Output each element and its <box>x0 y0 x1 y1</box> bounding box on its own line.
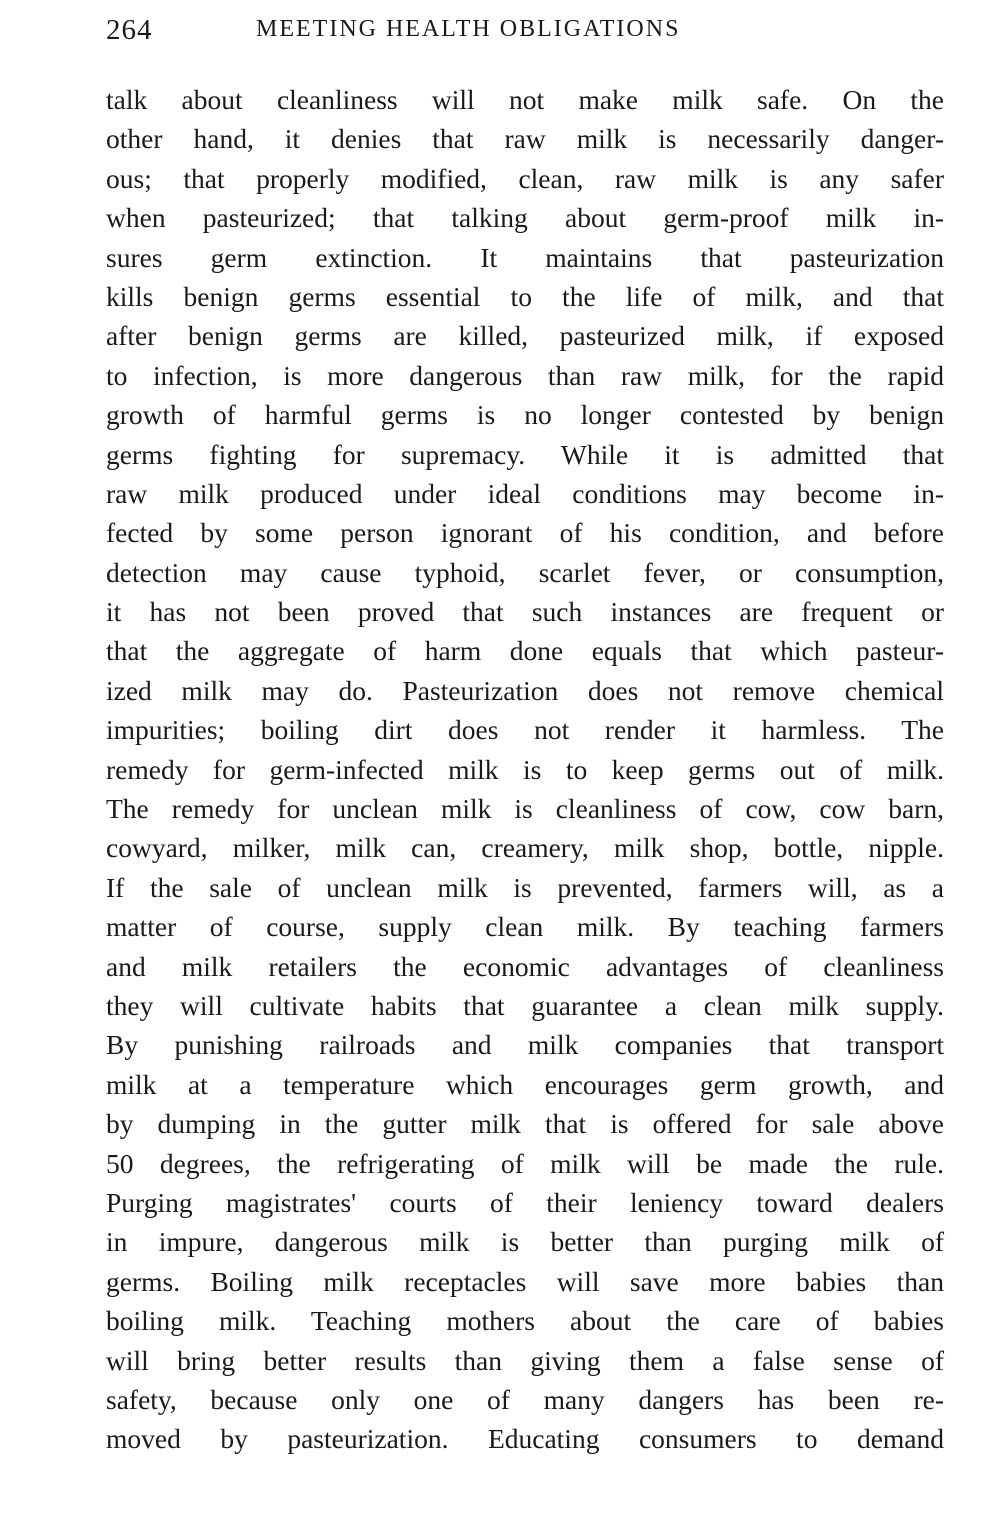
text-line: 50 degrees, the refrigerating of milk will be made the rule. <box>106 1147 944 1179</box>
text-line: that the aggregate of harm done equals that which pasteur- <box>106 635 944 667</box>
running-title: MEETING HEALTH OBLIGATIONS <box>256 16 681 42</box>
text-line: raw milk produced under ideal conditions may become in- <box>106 477 944 509</box>
body-paragraph <box>106 80 944 1459</box>
text-line: milk at a temperature which encourages germ growth, and <box>106 1068 944 1100</box>
text-line: The remedy for unclean milk is cleanliness of cow, cow barn, <box>106 793 944 825</box>
text-line: remedy for germ-infected milk is to keep germs out of milk. <box>106 753 944 785</box>
text-line: in impure, dangerous milk is better than purging milk of <box>106 1226 944 1258</box>
text-line: other hand, it denies that raw milk is necessarily danger- <box>106 123 944 155</box>
text-line: ous; that properly modified, clean, raw milk is any safer <box>106 162 944 194</box>
text-line: sures germ extinction. It maintains that pasteurization <box>106 241 944 273</box>
text-line: they will cultivate habits that guarantee a clean milk supply. <box>106 989 944 1021</box>
text-line: germs. Boiling milk receptacles will save more babies than <box>106 1265 944 1297</box>
text-line: ized milk may do. Pasteurization does not remove chemical <box>106 674 944 706</box>
text-line: fected by some person ignorant of his condition, and before <box>106 517 944 549</box>
text-line: impurities; boiling dirt does not render it harmless. The <box>106 714 944 746</box>
text-line: By punishing railroads and milk companies that transport <box>106 1029 944 1061</box>
text-line: after benign germs are killed, pasteurized milk, if exposed <box>106 320 944 352</box>
text-line: and milk retailers the economic advantages of cleanliness <box>106 950 944 982</box>
text-line: by dumping in the gutter milk that is offered for sale above <box>106 1108 944 1140</box>
text-line: matter of course, supply clean milk. By teaching farmers <box>106 911 944 943</box>
text-line: growth of harmful germs is no longer contested by benign <box>106 399 944 431</box>
text-line: moved by pasteurization. Educating consumers to demand <box>106 1423 944 1455</box>
text-line: cowyard, milker, milk can, creamery, milk shop, bottle, nipple. <box>106 832 944 864</box>
text-line: it has not been proved that such instances are frequent or <box>106 596 944 628</box>
text-line: talk about cleanliness will not make milk safe. On the <box>106 84 944 115</box>
text-line: detection may cause typhoid, scarlet fever, or consumption, <box>106 556 944 588</box>
text-line: when pasteurized; that talking about germ-proof milk in- <box>106 202 944 234</box>
text-line: to infection, is more dangerous than raw milk, for the rapid <box>106 359 944 391</box>
page-header <box>106 14 944 54</box>
text-line: Purging magistrates' courts of their leniency toward dealers <box>106 1186 944 1218</box>
text-line: safety, because only one of many dangers has been re- <box>106 1383 944 1415</box>
page-number: 264 <box>106 14 153 46</box>
text-line: will bring better results than giving them a false sense of <box>106 1344 944 1376</box>
text-line: boiling milk. Teaching mothers about the care of babies <box>106 1305 944 1337</box>
text-line: If the sale of unclean milk is prevented, farmers will, as a <box>106 871 944 903</box>
text-line: kills benign germs essential to the life of milk, and that <box>106 280 944 312</box>
text-line: germs fighting for supremacy. While it is admitted that <box>106 438 944 470</box>
